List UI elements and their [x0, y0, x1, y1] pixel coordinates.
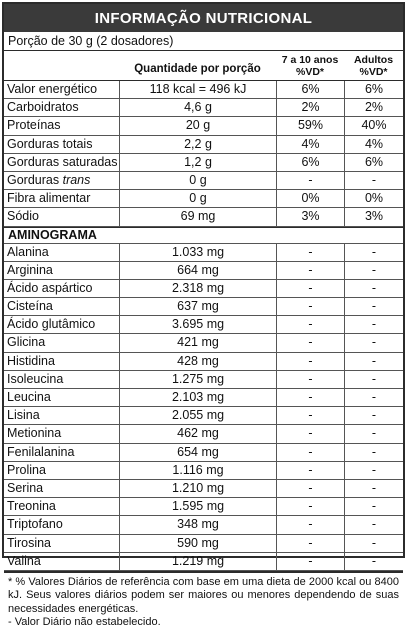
column-header-name [4, 51, 119, 80]
vd-kids-value: 0% [276, 190, 344, 207]
vd-kids-value: - [276, 389, 344, 406]
nutrient-name: Fenilalanina [7, 444, 75, 459]
vd-adults-value: - [344, 498, 403, 515]
footnote-not-established: - Valor Diário não estabelecido. [8, 616, 161, 629]
nutrient-row [4, 498, 403, 516]
nutrient-row [4, 444, 403, 462]
vd-adults-value: - [344, 262, 403, 279]
vd-adults-value: - [344, 172, 403, 189]
vd-adults-value: - [344, 553, 403, 570]
vd-adults-value: - [344, 425, 403, 442]
nutrient-row [4, 462, 403, 480]
aminogram-title: AMINOGRAMA [4, 227, 403, 244]
nutrient-name: Isoleucina [7, 371, 64, 386]
nutrient-name: Proteínas [7, 118, 61, 133]
nutrient-row [4, 280, 403, 298]
nutrient-quantity: 1.219 mg [119, 553, 276, 570]
nutrient-name: Valor energético [7, 82, 98, 96]
nutrient-quantity: 20 g [119, 117, 276, 134]
nutrient-quantity: 1.210 mg [119, 480, 276, 497]
vd-kids-value: 6% [276, 154, 344, 171]
nutrient-row [4, 262, 403, 280]
vd-adults-value: 6% [344, 81, 403, 98]
vd-kids-label: %VD* [295, 65, 324, 78]
nutrient-row [4, 172, 403, 190]
vd-adults-value: - [344, 244, 403, 261]
vd-adults-value: 0% [344, 190, 403, 207]
nutrient-row [4, 389, 403, 407]
column-header-vd-kids [276, 51, 344, 80]
vd-kids-value: - [276, 244, 344, 261]
vd-adults-value: 3% [344, 208, 403, 225]
vd-kids-value: - [276, 516, 344, 533]
column-header-row [4, 51, 403, 81]
vd-adults-value: - [344, 353, 403, 370]
vd-kids-value: - [276, 172, 344, 189]
nutrient-quantity: 2.055 mg [119, 407, 276, 424]
vd-kids-value: - [276, 462, 344, 479]
vd-kids-value: - [276, 262, 344, 279]
nutrient-row [4, 353, 403, 371]
nutrient-name-prefix: Gorduras [7, 172, 63, 187]
nutrient-name: Arginina [7, 262, 53, 277]
nutrient-name: Prolina [7, 462, 46, 477]
nutrient-row [4, 154, 403, 172]
nutrient-name: Ácido glutâmico [7, 317, 96, 332]
nutrient-row [4, 516, 403, 534]
nutrient-name [4, 172, 119, 189]
vd-kids-value: 6% [276, 81, 344, 98]
nutrient-row [4, 190, 403, 208]
nutrient-row [4, 244, 403, 262]
nutrient-row [4, 480, 403, 498]
nutrient-name: Metionina [7, 426, 62, 441]
vd-kids-value: - [276, 298, 344, 315]
nutrient-row [4, 425, 403, 443]
nutrient-row [4, 535, 403, 553]
vd-adults-value: - [344, 389, 403, 406]
vd-adults-value: 2% [344, 99, 403, 116]
vd-adults-value: - [344, 444, 403, 461]
vd-kids-value: - [276, 480, 344, 497]
vd-adults-value: 6% [344, 154, 403, 171]
nutrient-quantity: 0 g [119, 172, 276, 189]
column-header-qty: Quantidade por porção [134, 62, 261, 75]
vd-kids-value: - [276, 334, 344, 351]
nutrient-quantity: 118 kcal = 496 kJ [119, 81, 276, 98]
nutrient-name-italic: trans [62, 172, 91, 187]
nutrient-name: Fibra alimentar [7, 191, 91, 206]
nutrient-name: Sódio [7, 209, 39, 224]
nutrient-name: Tirosina [7, 535, 51, 550]
nutrient-row [4, 334, 403, 352]
nutrient-quantity: 69 mg [119, 208, 276, 225]
vd-adults-value: - [344, 462, 403, 479]
nutrient-name: Triptofano [7, 517, 63, 532]
vd-adults-value: - [344, 407, 403, 424]
nutrient-name: Alanina [7, 244, 49, 259]
nutrient-row [4, 99, 403, 117]
vd-kids-value: 2% [276, 99, 344, 116]
vd-adults-value: - [344, 316, 403, 333]
vd-kids-value: - [276, 353, 344, 370]
nutrient-quantity: 2.318 mg [119, 280, 276, 297]
nutrient-name: Carboidratos [7, 100, 79, 115]
nutrient-quantity: 1.116 mg [119, 462, 276, 479]
vd-adults-label: %VD* [359, 65, 388, 78]
vd-kids-value: 59% [276, 117, 344, 134]
footnote [4, 571, 403, 630]
nutrient-name: Gorduras saturadas [7, 154, 118, 169]
nutrient-quantity: 1.275 mg [119, 371, 276, 388]
nutrient-row [4, 298, 403, 316]
column-header-vd-adults [344, 51, 403, 80]
vd-kids-value: - [276, 444, 344, 461]
vd-adults-value: - [344, 298, 403, 315]
vd-adults-age: Adultos [353, 53, 394, 66]
nutrient-quantity: 664 mg [119, 262, 276, 279]
footnote-reference: * % Valores Diários de referência com base em uma dieta de 2000 kcal ou 8400 kJ. Seus valores diários podem ser maiores ou menores dependendo de suas necessidades energéticas. [8, 575, 399, 615]
vd-adults-value: - [344, 516, 403, 533]
label-title: INFORMAÇÃO NUTRICIONAL [4, 4, 403, 32]
portion-size: Porção de 30 g (2 dosadores) [4, 32, 403, 51]
vd-adults-value: 4% [344, 136, 403, 153]
vd-kids-value: - [276, 425, 344, 442]
nutrient-name: Histidina [7, 353, 55, 368]
nutrient-row [4, 136, 403, 154]
vd-kids-value: - [276, 407, 344, 424]
nutrient-quantity: 2.103 mg [119, 389, 276, 406]
nutrient-quantity: 348 mg [119, 516, 276, 533]
nutrient-rows [4, 81, 403, 227]
nutrient-name: Treonina [7, 499, 56, 514]
nutrient-quantity: 654 mg [119, 444, 276, 461]
nutrient-row [4, 553, 403, 571]
nutrient-name: Valina [7, 553, 41, 568]
vd-kids-value: - [276, 316, 344, 333]
nutrient-row [4, 208, 403, 226]
nutrient-quantity: 462 mg [119, 425, 276, 442]
vd-adults-value: - [344, 371, 403, 388]
nutrient-quantity: 3.695 mg [119, 316, 276, 333]
nutrient-name: Cisteína [7, 299, 53, 314]
vd-kids-age: 7 a 10 anos [281, 53, 339, 66]
nutrient-quantity: 2,2 g [119, 136, 276, 153]
nutrient-quantity: 421 mg [119, 334, 276, 351]
nutrient-row [4, 407, 403, 425]
nutrient-name: Glicina [7, 335, 46, 350]
nutrient-row [4, 371, 403, 389]
nutrient-quantity: 590 mg [119, 535, 276, 552]
vd-kids-value: - [276, 371, 344, 388]
nutrient-row [4, 81, 403, 99]
nutrient-name: Gorduras totais [7, 136, 93, 151]
vd-kids-value: - [276, 498, 344, 515]
nutrient-quantity: 1.595 mg [119, 498, 276, 515]
nutrient-name: Ácido aspártico [7, 280, 93, 295]
vd-kids-value: - [276, 280, 344, 297]
nutrient-name: Lisina [7, 408, 40, 423]
nutrient-quantity: 4,6 g [119, 99, 276, 116]
nutrient-name: Serina [7, 480, 44, 495]
vd-adults-value: - [344, 334, 403, 351]
vd-kids-value: - [276, 553, 344, 570]
nutrient-quantity: 1,2 g [119, 154, 276, 171]
vd-adults-value: - [344, 480, 403, 497]
nutrition-facts-label [2, 2, 405, 629]
nutrient-quantity: 1.033 mg [119, 244, 276, 261]
vd-kids-value: - [276, 535, 344, 552]
nutrient-quantity: 428 mg [119, 353, 276, 370]
nutrient-quantity: 0 g [119, 190, 276, 207]
vd-adults-value: 40% [344, 117, 403, 134]
vd-adults-value: - [344, 280, 403, 297]
nutrient-quantity: 637 mg [119, 298, 276, 315]
nutrient-row [4, 316, 403, 334]
nutrient-name: Leucina [7, 390, 51, 404]
vd-adults-value: - [344, 535, 403, 552]
aminogram-rows [4, 244, 403, 571]
vd-kids-value: 3% [276, 208, 344, 225]
vd-kids-value: 4% [276, 136, 344, 153]
nutrient-row [4, 117, 403, 135]
